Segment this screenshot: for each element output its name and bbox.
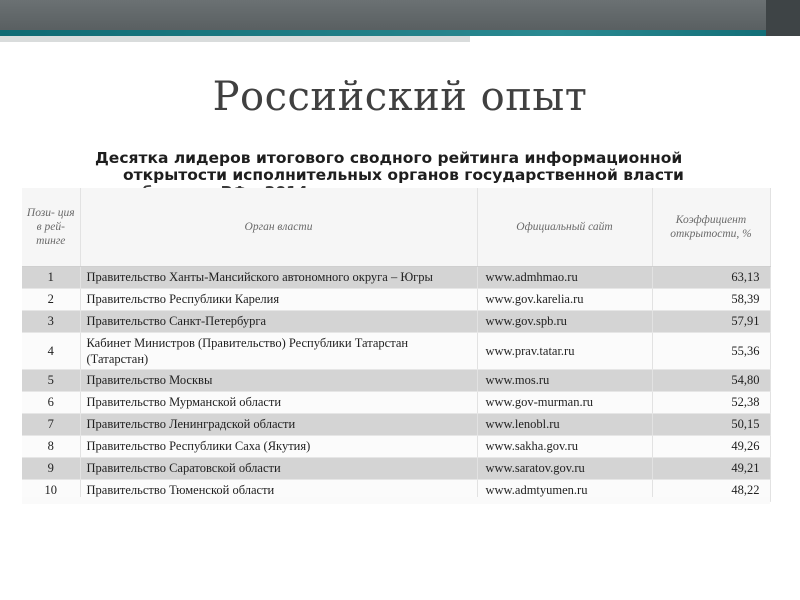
- cell-coefficient: 49,21: [652, 458, 770, 480]
- cell-organ: Правительство Москвы: [80, 370, 477, 392]
- cell-position: 10: [22, 480, 80, 502]
- slide-header-bar: [0, 0, 800, 36]
- cell-site: www.gov.karelia.ru: [477, 289, 652, 311]
- table-row: [22, 311, 770, 333]
- cell-position: 2: [22, 289, 80, 311]
- cell-position: 3: [22, 311, 80, 333]
- cell-site: www.lenobl.ru: [477, 414, 652, 436]
- header-position: Пози- ция в рей- тинге: [22, 188, 80, 267]
- cell-organ: Правительство Ханты-Мансийского автономного округа – Югры: [80, 267, 477, 289]
- cell-coefficient: 57,91: [652, 311, 770, 333]
- header-coefficient: Коэффициент открытости, %: [652, 188, 770, 267]
- subtitle-line: открытости исполнительных органов государственной власти: [123, 166, 684, 184]
- cell-position: 9: [22, 458, 80, 480]
- cell-organ: Правительство Республики Карелия: [80, 289, 477, 311]
- cell-position: 5: [22, 370, 80, 392]
- cell-organ: Правительство Тюменской области: [80, 480, 477, 502]
- cell-organ: Правительство Санкт-Петербурга: [80, 311, 477, 333]
- table-header-row: [22, 188, 770, 267]
- cell-coefficient: 50,15: [652, 414, 770, 436]
- table-row: [22, 392, 770, 414]
- cell-site: www.admhmao.ru: [477, 267, 652, 289]
- table-row: [22, 289, 770, 311]
- cell-site: www.prav.tatar.ru: [477, 333, 652, 370]
- table-row: [22, 333, 770, 370]
- cell-site: www.sakha.gov.ru: [477, 436, 652, 458]
- cell-coefficient: 48,22: [652, 480, 770, 502]
- header-under-strip: [0, 36, 470, 42]
- cell-coefficient: 52,38: [652, 392, 770, 414]
- table-row: [22, 458, 770, 480]
- cell-organ: Кабинет Министров (Правительство) Республики Татарстан (Татарстан): [80, 333, 477, 370]
- cell-organ: Правительство Саратовской области: [80, 458, 477, 480]
- cell-site: www.gov-murman.ru: [477, 392, 652, 414]
- table-bottom-margin: [22, 497, 770, 504]
- cell-coefficient: 55,36: [652, 333, 770, 370]
- cell-organ: Правительство Мурманской области: [80, 392, 477, 414]
- cell-coefficient: 63,13: [652, 267, 770, 289]
- cell-site: www.admtyumen.ru: [477, 480, 652, 502]
- subtitle-line: Десятка лидеров итогового сводного рейтинга информационной: [95, 149, 683, 167]
- table-row: [22, 370, 770, 392]
- cell-organ: Правительство Ленинградской области: [80, 414, 477, 436]
- header-site: Официальный сайт: [477, 188, 652, 267]
- cell-coefficient: 58,39: [652, 289, 770, 311]
- cell-position: 1: [22, 267, 80, 289]
- cell-position: 7: [22, 414, 80, 436]
- cell-site: www.mos.ru: [477, 370, 652, 392]
- table-row: [22, 436, 770, 458]
- table-row: [22, 414, 770, 436]
- cell-site: www.gov.spb.ru: [477, 311, 652, 333]
- header-organ: Орган власти: [80, 188, 477, 267]
- rating-table: [22, 188, 771, 502]
- header-corner-block: [766, 0, 800, 36]
- cell-position: 4: [22, 333, 80, 370]
- cell-position: 6: [22, 392, 80, 414]
- cell-organ: Правительство Республики Саха (Якутия): [80, 436, 477, 458]
- cell-coefficient: 54,80: [652, 370, 770, 392]
- table-row: [22, 267, 770, 289]
- cell-site: www.saratov.gov.ru: [477, 458, 652, 480]
- cell-position: 8: [22, 436, 80, 458]
- slide-title: Российский опыт: [212, 74, 588, 120]
- cell-coefficient: 49,26: [652, 436, 770, 458]
